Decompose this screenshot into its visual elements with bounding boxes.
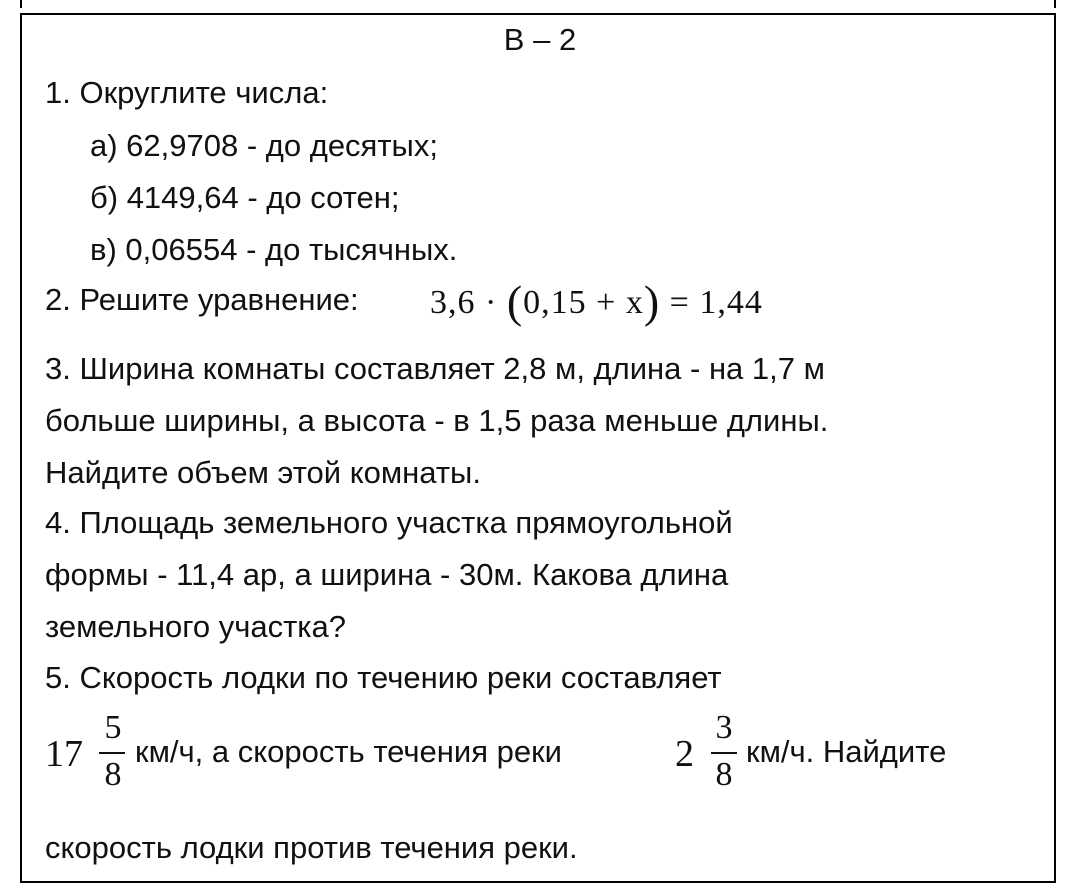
fraction1-bar [99, 752, 125, 754]
task1-item-a: а) 62,9708 - до десятых; [90, 128, 438, 163]
previous-card-frame [20, 0, 1056, 8]
task1-title: 1. Округлите числа: [45, 75, 329, 110]
task3-line3: Найдите объем этой комнаты. [45, 455, 481, 490]
equation-paren-close: ) [643, 276, 661, 327]
task2-label: 2. Решите уравнение: [45, 282, 359, 317]
equation-right: = 1,44 [660, 284, 763, 321]
equation-inner: 0,15 + x [523, 284, 644, 321]
task1-item-c: в) 0,06554 - до тысячных. [90, 232, 458, 267]
equation-paren-open: ( [506, 276, 524, 327]
fraction2-numerator: 3 [715, 709, 733, 746]
task5-line3: скорость лодки против течения реки. [45, 830, 578, 865]
task3-line1: 3. Ширина комнаты составляет 2,8 м, длина - на 1,7 м [45, 351, 825, 386]
task4-line3: земельного участка? [45, 609, 347, 644]
fraction1-denominator: 8 [104, 756, 122, 793]
fraction1-whole: 17 [45, 733, 83, 775]
task3-line2: больше ширины, а высота - в 1,5 раза меньше длины. [45, 403, 829, 438]
task4-line1: 4. Площадь земельного участка прямоугольной [45, 505, 733, 540]
task5-fraction1 [45, 710, 135, 810]
fraction2-denominator: 8 [715, 756, 733, 793]
task5-middle-text: км/ч, а скорость течения реки [135, 734, 562, 769]
equation-left: 3,6 · [430, 284, 507, 321]
fraction2-bar [711, 752, 737, 754]
variant-heading: В – 2 [503, 22, 577, 57]
task5-line1: 5. Скорость лодки по течению реки составляет [45, 660, 722, 695]
task5-fraction2 [675, 710, 745, 810]
task5-end-text: км/ч. Найдите [746, 734, 947, 769]
task4-line2: формы - 11,4 ар, а ширина - 30м. Какова длина [45, 557, 729, 592]
fraction1-numerator: 5 [104, 709, 122, 746]
task1-item-b: б) 4149,64 - до сотен; [90, 180, 400, 215]
fraction2-whole: 2 [675, 733, 694, 775]
task2-equation [430, 276, 763, 327]
